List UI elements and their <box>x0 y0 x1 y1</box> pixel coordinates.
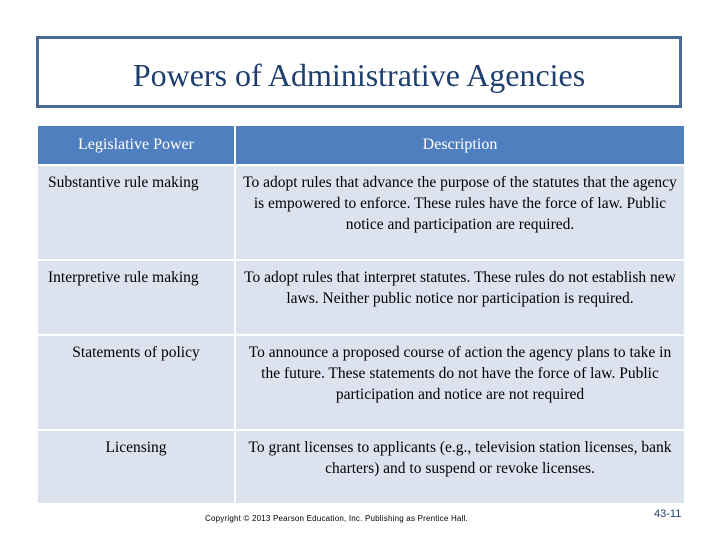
power-cell: Licensing <box>37 430 235 504</box>
power-cell: Interpretive rule making <box>37 260 235 335</box>
powers-table <box>36 124 686 505</box>
power-cell: Substantive rule making <box>37 165 235 260</box>
page-number: 43-11 <box>654 508 682 520</box>
description-cell: To grant licenses to applicants (e.g., television station licenses, bank charters) and to suspend or revoke licenses. <box>235 430 685 504</box>
title-box <box>36 36 682 108</box>
table-row <box>37 430 685 504</box>
description-cell: To adopt rules that interpret statutes. These rules do not establish new laws. Neither public notice nor participation is required. <box>235 260 685 335</box>
copyright-footer: Copyright © 2013 Pearson Education, Inc. Publishing as Prentice Hall. <box>205 514 468 523</box>
slide-title: Powers of Administrative Agencies <box>132 57 586 93</box>
table-header-row <box>37 125 685 165</box>
description-cell: To adopt rules that advance the purpose of the statutes that the agency is empowered to enforce. These rules have the force of law. Public notice and participation are required. <box>235 165 685 260</box>
table-row <box>37 165 685 260</box>
header-description: Description <box>235 125 685 165</box>
description-cell: To announce a proposed course of action the agency plans to take in the future. These statements do not have the force of law. Public participation and notice are not required <box>235 335 685 430</box>
table-row <box>37 335 685 430</box>
table-row <box>37 260 685 335</box>
power-cell: Statements of policy <box>37 335 235 430</box>
header-legislative-power: Legislative Power <box>37 125 235 165</box>
